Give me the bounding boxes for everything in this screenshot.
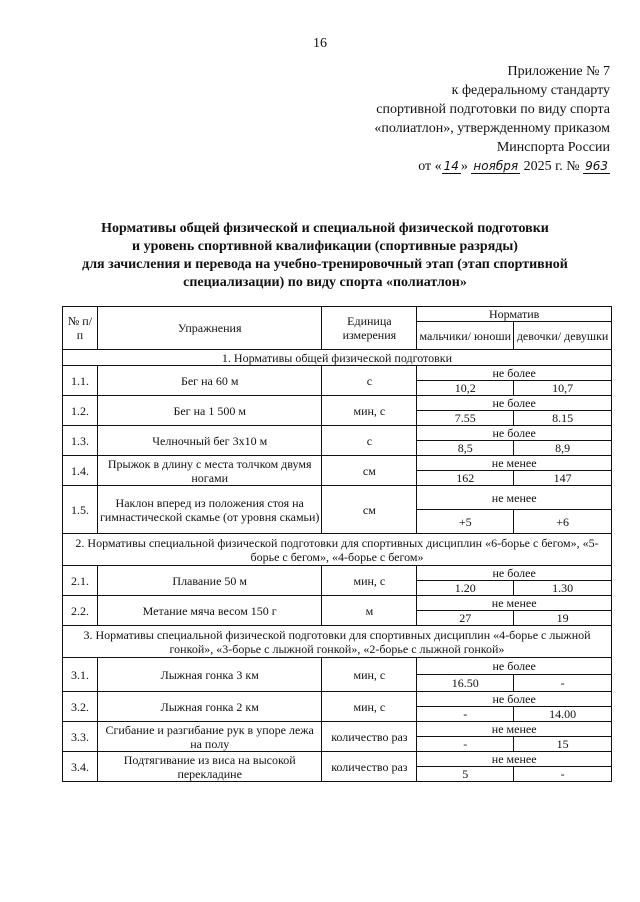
row-num: 3.3.: [63, 722, 98, 752]
row-exercise: Метание мяча весом 150 г: [97, 596, 321, 626]
section-title: 1. Нормативы общей физической подготовки: [63, 350, 612, 366]
row-num: 3.2.: [63, 692, 98, 722]
row-condition: не более: [417, 426, 612, 441]
title-line: специализации) по виду спорта «полиатлон»: [183, 275, 467, 290]
value-girls: +6: [514, 510, 612, 534]
row-condition: не менее: [417, 456, 612, 471]
value-girls: -: [514, 675, 612, 692]
row-unit: см: [322, 456, 417, 486]
value-boys: 10,2: [417, 381, 514, 396]
row-num: 1.5.: [63, 486, 98, 534]
row-unit: количество раз: [322, 752, 417, 782]
table-row: [63, 456, 612, 471]
header-exercise: Упражнения: [97, 307, 321, 350]
row-num: 2.1.: [63, 566, 98, 596]
table-row: [63, 396, 612, 411]
value-boys: 16.50: [417, 675, 514, 692]
value-girls: 14.00: [514, 707, 612, 722]
row-unit: мин, с: [322, 566, 417, 596]
date-year: 2025 г. №: [523, 159, 580, 174]
table-row: [63, 692, 612, 707]
table-row: [63, 752, 612, 767]
table-row: [63, 596, 612, 611]
date-prefix: от «: [418, 159, 442, 174]
table-row: [63, 566, 612, 581]
value-boys: 8,5: [417, 441, 514, 456]
row-unit: см: [322, 486, 417, 534]
norms-table: [62, 306, 612, 782]
row-condition: не более: [417, 658, 612, 675]
row-unit: мин, с: [322, 658, 417, 692]
row-exercise: Челночный бег 3х10 м: [97, 426, 321, 456]
value-boys: 1.20: [417, 581, 514, 596]
value-girls: 15: [514, 737, 612, 752]
row-unit: с: [322, 426, 417, 456]
title-line: и уровень спортивной квалификации (спортивные разряды): [132, 239, 518, 254]
table-body: [63, 350, 612, 782]
appendix-line: спортивной подготовки по виду спорта: [376, 102, 610, 117]
section-title: 2. Нормативы специальной физической подготовки для спортивных дисциплин «6-борье с бегом», «5-борье с бегом», «4-борье с бегом»: [63, 534, 612, 566]
table-row: [63, 366, 612, 381]
row-condition: не менее: [417, 752, 612, 767]
value-boys: -: [417, 737, 514, 752]
header-boys: мальчики/ юноши: [417, 322, 514, 350]
value-boys: 5: [417, 767, 514, 782]
date-mid: »: [460, 159, 468, 174]
value-boys: -: [417, 707, 514, 722]
value-girls: 147: [514, 471, 612, 486]
date-number: 963: [585, 159, 608, 173]
value-boys: 162: [417, 471, 514, 486]
value-girls: -: [514, 767, 612, 782]
section-row: [63, 350, 612, 366]
value-boys: +5: [417, 510, 514, 534]
row-num: 3.4.: [63, 752, 98, 782]
title-line: для зачисления и перевода на учебно-тренировочный этап (этап спортивной: [82, 257, 568, 272]
date-day: 14: [443, 159, 459, 173]
section-title: 3. Нормативы специальной физической подготовки для спортивных дисциплин «4-борье с лыжной гонкой», «3-борье с лыжной гонкой», «2-борье с лыжной гонкой»: [63, 626, 612, 658]
header-num: № п/п: [63, 307, 98, 350]
section-row: [63, 534, 612, 566]
document-title: [40, 220, 610, 292]
row-num: 2.2.: [63, 596, 98, 626]
appendix-block: [310, 62, 610, 176]
header-girls: девочки/ девушки: [514, 322, 612, 350]
row-unit: количество раз: [322, 722, 417, 752]
appendix-line: к федеральному стандарту: [451, 83, 610, 98]
row-num: 1.3.: [63, 426, 98, 456]
row-exercise: Лыжная гонка 3 км: [97, 658, 321, 692]
table-row: [63, 426, 612, 441]
row-exercise: Бег на 1 500 м: [97, 396, 321, 426]
row-num: 1.1.: [63, 366, 98, 396]
row-condition: не более: [417, 692, 612, 707]
table-row: [63, 658, 612, 675]
appendix-date: [310, 157, 610, 176]
date-month: ноября: [473, 159, 519, 173]
value-boys: 27: [417, 611, 514, 626]
row-condition: не менее: [417, 486, 612, 510]
value-girls: 8,9: [514, 441, 612, 456]
row-unit: мин, с: [322, 692, 417, 722]
value-girls: 1.30: [514, 581, 612, 596]
row-condition: не менее: [417, 722, 612, 737]
appendix-line: «полиатлон», утвержденному приказом: [374, 121, 610, 136]
row-exercise: Сгибание и разгибание рук в упоре лежа на полу: [97, 722, 321, 752]
value-girls: 10,7: [514, 381, 612, 396]
row-num: 3.1.: [63, 658, 98, 692]
title-line: Нормативы общей физической и специальной физической подготовки: [101, 221, 549, 236]
appendix-line: Минспорта России: [496, 140, 610, 155]
header-unit: Единица измерения: [322, 307, 417, 350]
row-exercise: Прыжок в длину с места толчком двумя ногами: [97, 456, 321, 486]
value-boys: 7.55: [417, 411, 514, 426]
value-girls: 8.15: [514, 411, 612, 426]
row-exercise: Лыжная гонка 2 км: [97, 692, 321, 722]
row-condition: не более: [417, 396, 612, 411]
row-condition: не менее: [417, 596, 612, 611]
page-number: 16: [313, 36, 327, 51]
table-row: [63, 722, 612, 737]
header-norm: Норматив: [417, 307, 612, 322]
row-num: 1.2.: [63, 396, 98, 426]
row-condition: не более: [417, 366, 612, 381]
row-exercise: Бег на 60 м: [97, 366, 321, 396]
value-girls: 19: [514, 611, 612, 626]
row-exercise: Наклон вперед из положения стоя на гимнастической скамье (от уровня скамьи): [97, 486, 321, 534]
row-unit: мин, с: [322, 396, 417, 426]
row-exercise: Подтягивание из виса на высокой перекладине: [97, 752, 321, 782]
row-num: 1.4.: [63, 456, 98, 486]
section-row: [63, 626, 612, 658]
row-unit: м: [322, 596, 417, 626]
row-unit: с: [322, 366, 417, 396]
table-row: [63, 486, 612, 510]
row-condition: не более: [417, 566, 612, 581]
row-exercise: Плавание 50 м: [97, 566, 321, 596]
appendix-line: Приложение № 7: [507, 64, 610, 79]
